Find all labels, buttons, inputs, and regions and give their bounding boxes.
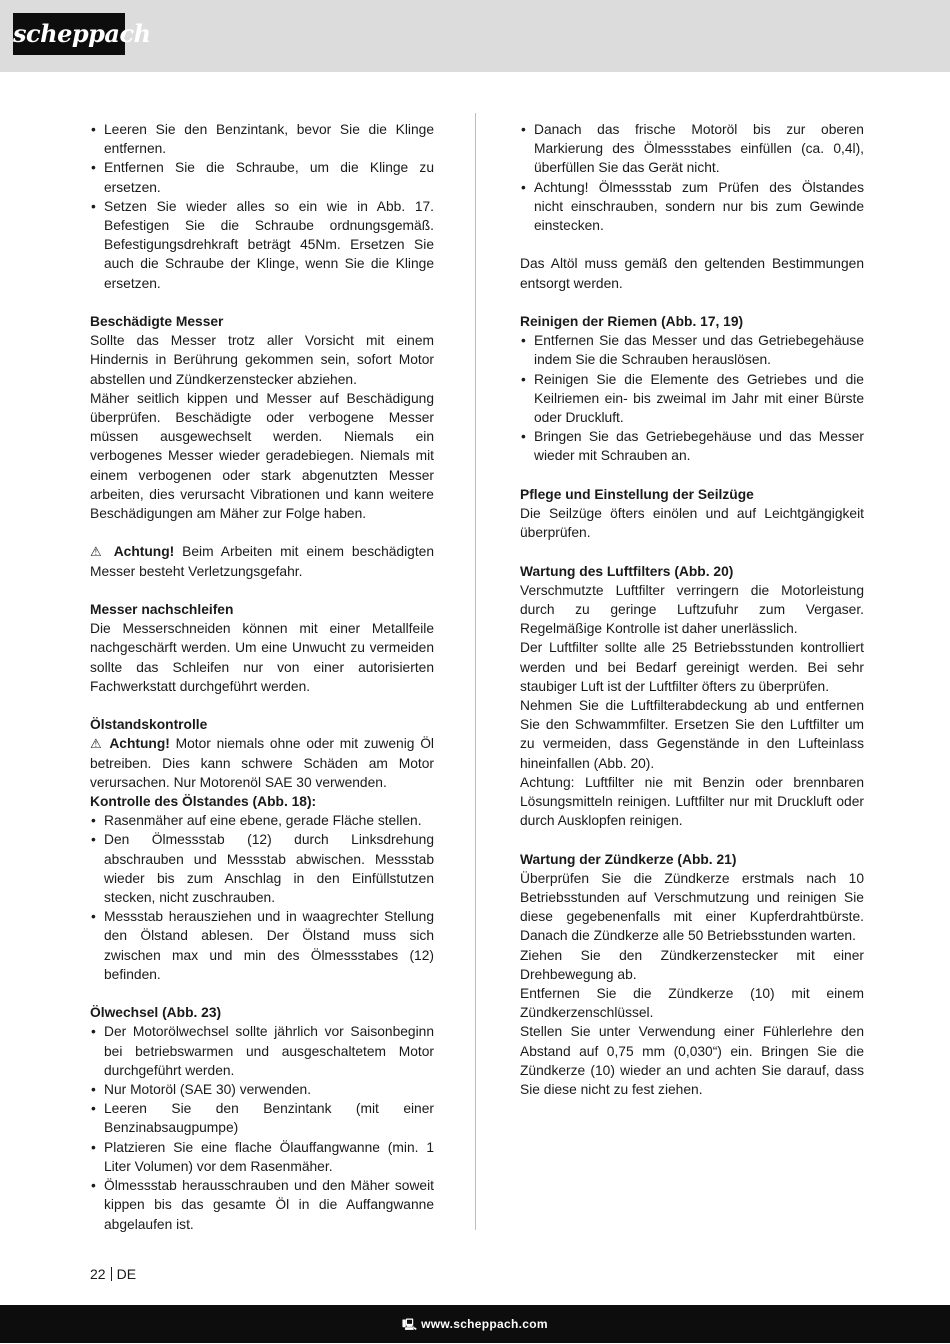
list-item: • Der Motorölwechsel sollte jährlich vor Saisonbeginn bei betriebswarmen und ausgeschaltetem Motor durchgeführt werden. bbox=[90, 1022, 434, 1080]
list-item: • Den Ölmessstab (12) durch Linksdrehung abschrauben und Messstab abwischen. Messstab wieder bis zum Anschlag in den Einfüllstutzen stecken, nicht zuschrauben. bbox=[90, 830, 434, 907]
warning-icon: ⚠ bbox=[90, 736, 104, 752]
paragraph: Die Seilzüge öfters einölen und auf Leichtgängigkeit überprüfen. bbox=[520, 506, 864, 541]
section-heading-belts: Reinigen der Riemen (Abb. 17, 19) bbox=[520, 314, 744, 329]
oil-change-list bbox=[90, 1022, 434, 1233]
page-number: 22 bbox=[90, 1266, 106, 1282]
website-bar bbox=[0, 1305, 950, 1343]
list-item: • Achtung! Ölmessstab zum Prüfen des Ölstandes nicht einschrauben, sondern nur bis zum Gewinde einstecken. bbox=[520, 178, 864, 236]
paragraph: Verschmutzte Luftfilter verringern die Motorleistung durch zu geringe Luftzufuhr zum Vergaser. Regelmäßige Kontrolle ist daher unerlässlich. bbox=[520, 582, 864, 637]
belts-list bbox=[520, 331, 864, 465]
paragraph: Mäher seitlich kippen und Messer auf Beschädigung überprüfen. Beschädigte oder verbogene Messer müssen ausgewechselt werden. Niemals ein verbogenes Messer wieder geradebiegen. Niemals mit einem verbogenen oder stark abgenutzten Messer arbeiten, dies verursacht Vibrationen und kann weitere Beschädigungen am Mäher zur Folge haben. bbox=[90, 390, 434, 522]
header-bar bbox=[0, 0, 950, 72]
subheading-oil-check: Kontrolle des Ölstandes (Abb. 18): bbox=[90, 794, 317, 810]
paragraph: Sollte das Messer trotz aller Vorsicht mit einem Hindernis in Berührung gekommen sein, sofort Motor abstellen und Zündkerzenstecker abziehen. bbox=[90, 333, 434, 387]
list-item: • Setzen Sie wieder alles so ein wie in Abb. 17. Befestigen Sie die Schraube ordnungsgemäß. Befestigungsdrehkraft beträgt 45Nm. Ersetzen Sie auch die Schraube der Klinge, wenn Sie die Klinge ersetzen. bbox=[90, 197, 434, 293]
list-item: • Bringen Sie das Getriebegehäuse und das Messer wieder mit Schrauben an. bbox=[520, 427, 864, 465]
paragraph: Die Messerschneiden können mit einer Metallfeile nachgeschärft werden. Um eine Unwucht zu vermeiden sollte das Schleifen nur von einer autorisierten Fachwerkstatt durchgeführt werden. bbox=[90, 621, 434, 694]
section-heading-air-filter: Wartung des Luftfilters (Abb. 20) bbox=[520, 563, 734, 579]
section-heading-oil-level: Ölstandskontrolle bbox=[90, 717, 208, 733]
warning-note bbox=[90, 734, 434, 792]
warning-label: Achtung! bbox=[113, 544, 175, 560]
list-item: • Rasenmäher auf eine ebene, gerade Fläche stellen. bbox=[90, 811, 434, 830]
list-item: • Reinigen Sie die Elemente des Getriebes und die Keilriemen ein- bis zweimal im Jahr mit einer Bürste oder Druckluft. bbox=[520, 370, 864, 428]
column-divider bbox=[475, 113, 476, 1230]
paragraph: Das Altöl muss gemäß den geltenden Bestimmungen entsorgt werden. bbox=[520, 256, 864, 291]
list-item: • Entfernen Sie die Schraube, um die Klinge zu ersetzen. bbox=[90, 158, 434, 196]
oil-change-continued-list bbox=[520, 120, 864, 235]
section-heading-damaged-blade: Beschädigte Messer bbox=[90, 314, 224, 330]
paragraph: Entfernen Sie die Zündkerze (10) mit einem Zündkerzenschlüssel. bbox=[520, 986, 864, 1021]
section-heading-spark-plug: Wartung der Zündkerze (Abb. 21) bbox=[520, 851, 737, 867]
monitor-icon: 🖳 bbox=[402, 1319, 418, 1331]
page-footer bbox=[90, 1265, 136, 1283]
list-item: • Leeren Sie den Benzintank, bevor Sie die Klinge entfernen. bbox=[90, 120, 434, 158]
list-item: • Danach das frische Motoröl bis zur oberen Markierung des Ölmessstabes einfüllen (ca. 0,4l), überfüllen Sie das Gerät nicht. bbox=[520, 120, 864, 178]
list-item: • Messstab herausziehen und in waagrechter Stellung den Ölstand ablesen. Der Ölstand muss sich zwischen max und min des Ölmessstabes (12) befinden. bbox=[90, 907, 434, 984]
warning-note bbox=[90, 542, 434, 580]
list-item: • Nur Motoröl (SAE 30) verwenden. bbox=[90, 1080, 434, 1099]
list-item: • Entfernen Sie das Messer und das Getriebegehäuse indem Sie die Schrauben herauslösen. bbox=[520, 331, 864, 369]
list-item: • Leeren Sie den Benzintank (mit einer Benzinabsaugpumpe) bbox=[90, 1099, 434, 1137]
paragraph: Der Luftfilter sollte alle 25 Betriebsstunden kontrolliert werden und bei Bedarf gereinigt werden. Bei sehr staubiger Luft ist der Luftfilter öfters zu überprüfen. bbox=[520, 640, 864, 694]
paragraph: Nehmen Sie die Luftfilterabdeckung ab und entfernen Sie den Schwammfilter. Ersetzen Sie den Luftfilter um zu vermeiden, dass Gegenstände in den Lufteinlass hineinfallen (Abb. 20). bbox=[520, 698, 864, 771]
paragraph: Achtung: Luftfilter nie mit Benzin oder brennbaren Lösungsmitteln reinigen. Luftfilter nur mit Druckluft oder durch Ausklopfen reinigen. bbox=[520, 774, 864, 829]
oil-check-list bbox=[90, 811, 434, 984]
paragraph: Überprüfen Sie die Zündkerze erstmals nach 10 Betriebsstunden auf Verschmutzung und reinigen Sie diese gegebenenfalls mit einer Kupferdrahtbürste. Danach die Zündkerze alle 50 Betriebsstunden warten. bbox=[520, 870, 864, 944]
language-code: DE bbox=[116, 1266, 137, 1282]
warning-icon: ⚠ bbox=[90, 544, 106, 560]
blade-replacement-list bbox=[90, 120, 434, 293]
left-column bbox=[90, 120, 434, 1234]
right-column bbox=[520, 120, 864, 1099]
list-item: • Platzieren Sie eine flache Ölauffangwanne (min. 1 Liter Volumen) vor dem Rasenmäher. bbox=[90, 1138, 434, 1176]
brand-logo: scheppach bbox=[13, 13, 125, 55]
section-heading-sharpen: Messer nachschleifen bbox=[90, 602, 234, 618]
website-link[interactable]: www.scheppach.com bbox=[421, 1317, 548, 1331]
section-heading-oil-change: Ölwechsel (Abb. 23) bbox=[90, 1005, 222, 1021]
paragraph: Ziehen Sie den Zündkerzenstecker mit einer Drehbewegung ab. bbox=[520, 947, 864, 982]
paragraph: Stellen Sie unter Verwendung einer Fühlerlehre den Abstand auf 0,75 mm (0,030“) ein. Bringen Sie die Zündkerze (10) wieder an und achten Sie darauf, dass Sie diese nicht zu fest ziehen. bbox=[520, 1024, 864, 1098]
footer-separator bbox=[111, 1267, 112, 1281]
section-heading-cables: Pflege und Einstellung der Seilzüge bbox=[520, 486, 754, 502]
warning-text: Beim Arbeiten mit einem beschädigten Messer besteht Verletzungsgefahr. bbox=[90, 544, 435, 579]
warning-label: Achtung! bbox=[109, 736, 170, 752]
warning-text: Motor niemals ohne oder mit zuwenig Öl betreiben. Dies kann schwere Schäden am Motor verursachen. Nur Motorenöl SAE 30 verwenden. bbox=[90, 736, 434, 790]
list-item: • Ölmessstab herausschrauben und den Mäher soweit kippen bis das gesamte Öl in die Auffangwanne abgelaufen ist. bbox=[90, 1176, 434, 1234]
